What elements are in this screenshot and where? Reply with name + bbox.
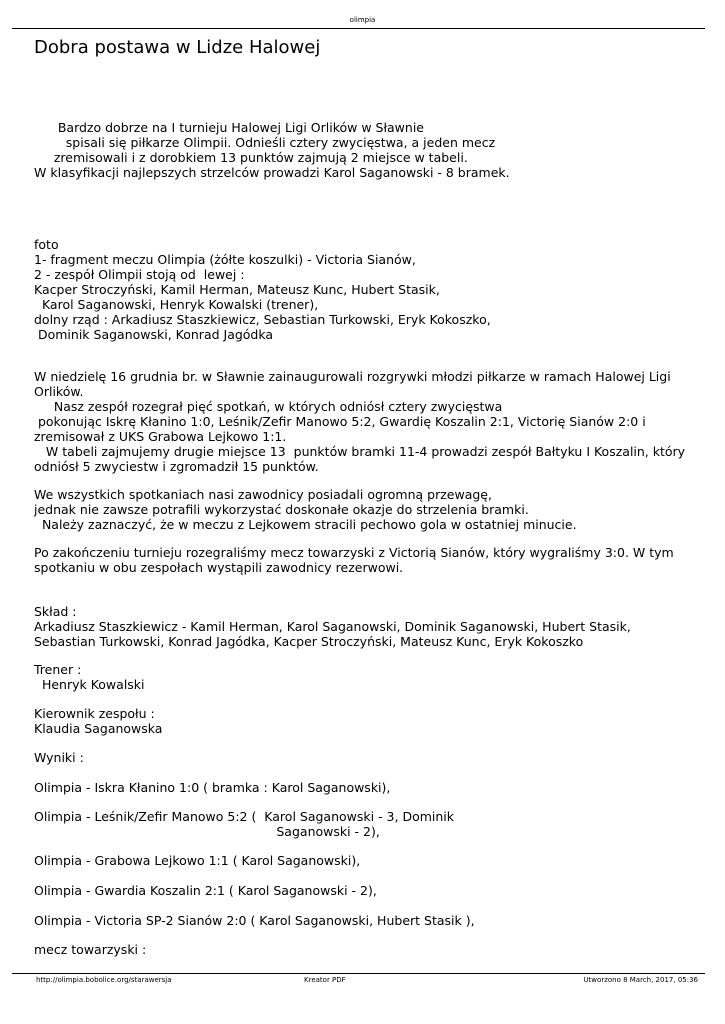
report-line: W tabeli zajmujemy drugie miejsce 13 punktów bramki 11-4 prowadzi zespół Bałtyku I Koszalin, który (34, 444, 686, 459)
report-line: pokonując Iskrę Kłanino 1:0, Leśnik/Zefir Manowo 5:2, Gwardię Koszalin 2:1, Victorię Sianów 2:0 i (34, 414, 646, 429)
photo-caption-line: 2 - zespół Olimpii stoją od lewej : (34, 267, 245, 282)
friendly-paragraph (34, 545, 694, 575)
result-line: Olimpia - Leśnik/Zefir Manowo 5:2 ( Karol Saganowski - 3, Dominik (34, 809, 455, 824)
result-item: Olimpia - Grabowa Lejkowo 1:1 ( Karol Saganowski), (34, 853, 361, 868)
intro-line: W klasyfikacji najlepszych strzelców prowadzi Karol Saganowski - 8 bramek. (34, 165, 510, 180)
footer-url: http://olimpia.bobolice.org/starawersja (36, 976, 172, 984)
advantage-line: jednak nie zawsze potrafili wykorzystać doskonałe okazje do strzelenia bramki. (34, 502, 529, 517)
article-title: Dobra postawa w Lidze Halowej (34, 37, 321, 58)
coach-label: Trener : (34, 662, 82, 677)
manager-name: Klaudia Saganowska (34, 721, 163, 736)
manager-section (34, 706, 694, 736)
manager-label: Kierownik zespołu : (34, 706, 155, 721)
intro-line: spisali się piłkarze Olimpii. Odnieśli cztery zwycięstwa, a jeden mecz (34, 135, 496, 150)
squad-section (34, 604, 694, 649)
photo-caption-line: 1- fragment meczu Olimpia (żółte koszulki) - Victoria Sianów, (34, 252, 416, 267)
photo-caption-line: Dominik Saganowski, Konrad Jagódka (34, 327, 274, 342)
report-line: odniósł 5 zwyciestw i zgromadził 15 punktów. (34, 459, 319, 474)
intro-line: Bardzo dobrze na I turnieju Halowej Ligi Orlików w Sławnie (34, 120, 424, 135)
result-item (34, 809, 694, 839)
intro-line: zremisowali i z dorobkiem 13 punktów zajmują 2 miejsce w tabeli. (34, 150, 468, 165)
footer-created: Utworzono 8 March, 2017, 05:36 (583, 976, 698, 984)
friendly-line: Po zakończeniu turnieju rozegraliśmy mecz towarzyski z Victorią Sianów, który wygraliśmy 3:0. W tym (34, 545, 674, 560)
photo-caption-line: foto (34, 237, 59, 252)
coach-section (34, 662, 694, 692)
photo-caption-line: Karol Saganowski, Henryk Kowalski (trener), (34, 297, 319, 312)
site-header: olimpia (349, 16, 376, 24)
footer-rule (12, 973, 705, 974)
advantage-paragraph (34, 487, 694, 532)
intro-paragraph (34, 120, 694, 180)
advantage-line: Należy zaznaczyć, że w meczu z Lejkowem stracili pechowo gola w ostatniej minucie. (34, 517, 577, 532)
photo-caption (34, 237, 694, 342)
photo-caption-line: dolny rząd : Arkadiusz Staszkiewicz, Sebastian Turkowski, Eryk Kokoszko, (34, 312, 491, 327)
results-label: Wyniki : (34, 750, 84, 765)
squad-line: Arkadiusz Staszkiewicz - Kamil Herman, Karol Saganowski, Dominik Saganowski, Hubert Stasik, (34, 619, 631, 634)
header-rule (12, 28, 705, 29)
result-item: Olimpia - Victoria SP-2 Sianów 2:0 ( Karol Saganowski, Hubert Stasik ), (34, 913, 475, 928)
result-item: Olimpia - Iskra Kłanino 1:0 ( bramka : Karol Saganowski), (34, 780, 391, 795)
squad-label: Skład : (34, 604, 77, 619)
photo-caption-line: Kacper Stroczyński, Kamil Herman, Mateusz Kunc, Hubert Stasik, (34, 282, 440, 297)
report-line: zremisował z UKS Grabowa Lejkowo 1:1. (34, 429, 287, 444)
report-line: Nasz zespół rozegrał pięć spotkań, w których odniósł cztery zwycięstwa (34, 399, 503, 414)
result-item: Olimpia - Gwardia Koszalin 2:1 ( Karol Saganowski - 2), (34, 883, 377, 898)
report-line: Orlików. (34, 384, 84, 399)
footer-generator: Kreator PDF (304, 976, 346, 984)
coach-name: Henryk Kowalski (34, 677, 145, 692)
result-line: Saganowski - 2), (34, 824, 380, 839)
advantage-line: We wszystkich spotkaniach nasi zawodnicy posiadali ogromną przewagę, (34, 487, 492, 502)
friendly-match-label: mecz towarzyski : (34, 942, 147, 957)
friendly-line: spotkaniu w obu zespołach wystąpili zawodnicy rezerwowi. (34, 560, 404, 575)
report-line: W niedzielę 16 grudnia br. w Sławnie zainaugurowali rozgrywki młodzi piłkarze w ramach Halowej Ligi (34, 369, 671, 384)
squad-line: Sebastian Turkowski, Konrad Jagódka, Kacper Stroczyński, Mateusz Kunc, Eryk Kokoszko (34, 634, 584, 649)
report-paragraph (34, 369, 694, 474)
